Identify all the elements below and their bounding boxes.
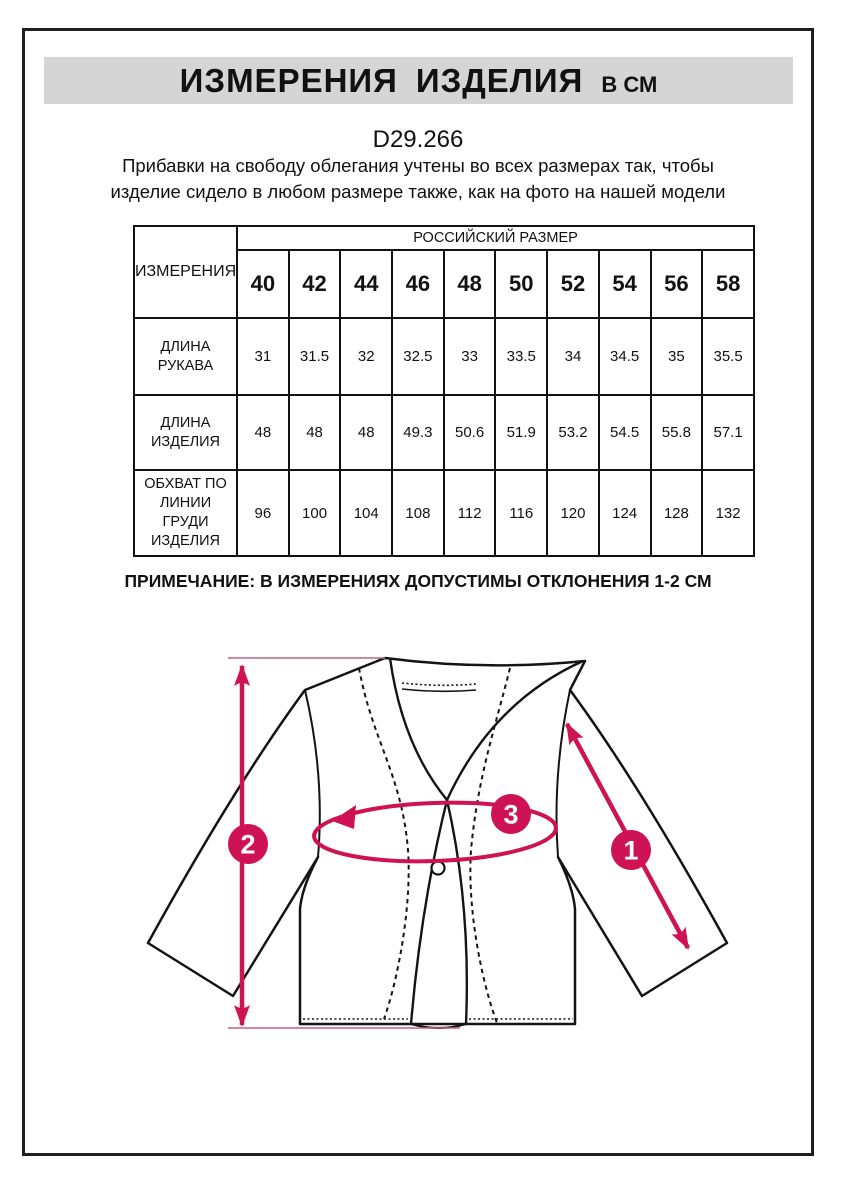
svg-text:3: 3: [503, 799, 519, 830]
page-title-word-product: ИЗДЕЛИЯ: [415, 62, 584, 99]
measurement-value: 128: [651, 470, 703, 556]
svg-text:1: 1: [623, 835, 639, 866]
measurement-value: 100: [289, 470, 341, 556]
russian-size-group-header: РОССИЙСКИЙ РАЗМЕР: [237, 226, 754, 250]
measurement-value: 96: [237, 470, 289, 556]
measurement-value: 54.5: [599, 395, 651, 470]
measurement-label: ДЛИНА РУКАВА: [134, 318, 237, 395]
measurement-value: 104: [340, 470, 392, 556]
measurement-value: 31: [237, 318, 289, 395]
button: [432, 862, 445, 875]
measurement-value: 32: [340, 318, 392, 395]
size-measurements-table: [133, 225, 755, 557]
measurement-value: 35.5: [702, 318, 754, 395]
page-title-word-measurements: ИЗМЕРЕНИЯ: [179, 62, 398, 99]
size-header: 40: [237, 250, 289, 318]
product-code: D29.266: [372, 126, 464, 153]
measurement-value: 48: [340, 395, 392, 470]
measurement-value: 31.5: [289, 318, 341, 395]
fit-description: Прибавки на свободу облегания учтены во всех размерах так, чтобы изделие сидело в любом размере также, как на фото на нашей модели: [110, 155, 726, 202]
row-badge-1: 1: [104, 338, 122, 375]
size-header: 54: [599, 250, 651, 318]
size-header: 58: [702, 250, 754, 318]
row-badge-3: 3: [104, 494, 122, 531]
diagram-badge-length: [228, 824, 268, 864]
size-header: 48: [444, 250, 496, 318]
size-header: 44: [340, 250, 392, 318]
measurement-value: 112: [444, 470, 496, 556]
measurement-value: 120: [547, 470, 599, 556]
diagram-badge-sleeve: [611, 830, 651, 870]
page-border-frame: [22, 28, 814, 1156]
measurement-value: 50.6: [444, 395, 496, 470]
measurement-value: 49.3: [392, 395, 444, 470]
table-corner-header: ИЗМЕРЕНИЯ: [134, 226, 237, 318]
measurement-value: 53.2: [547, 395, 599, 470]
page-title-units: В СМ: [601, 72, 658, 97]
measurement-value: 55.8: [651, 395, 703, 470]
size-header: 56: [651, 250, 703, 318]
garment-technical-drawing: [140, 645, 740, 1065]
measurement-value: 34: [547, 318, 599, 395]
measurement-value: 34.5: [599, 318, 651, 395]
measurement-row: [134, 395, 754, 470]
measurement-value: 48: [289, 395, 341, 470]
title-bar: [44, 57, 793, 104]
size-header: 42: [289, 250, 341, 318]
measurement-value: 35: [651, 318, 703, 395]
size-header: 52: [547, 250, 599, 318]
measurement-row: [134, 318, 754, 395]
measurement-value: 32.5: [392, 318, 444, 395]
tolerance-note: ПРИМЕЧАНИЕ: В ИЗМЕРЕНИЯХ ДОПУСТИМЫ ОТКЛОНЕНИЯ 1-2 СМ: [124, 571, 712, 591]
measurement-value: 57.1: [702, 395, 754, 470]
measurement-value: 108: [392, 470, 444, 556]
measurement-value: 33.5: [495, 318, 547, 395]
measurement-value: 33: [444, 318, 496, 395]
measurement-value: 51.9: [495, 395, 547, 470]
measurement-label: ДЛИНА ИЗДЕЛИЯ: [134, 395, 237, 470]
measurement-value: 48: [237, 395, 289, 470]
measurement-value: 124: [599, 470, 651, 556]
measurement-value: 132: [702, 470, 754, 556]
measurement-value: 116: [495, 470, 547, 556]
diagram-badge-chest: [491, 794, 531, 834]
size-header: 50: [495, 250, 547, 318]
size-header: 46: [392, 250, 444, 318]
row-badge-2: 2: [104, 414, 122, 451]
measurement-label: ОБХВАТ ПО ЛИНИИ ГРУДИ ИЗДЕЛИЯ: [134, 470, 237, 556]
measurement-row: [134, 470, 754, 556]
svg-text:2: 2: [240, 829, 256, 860]
